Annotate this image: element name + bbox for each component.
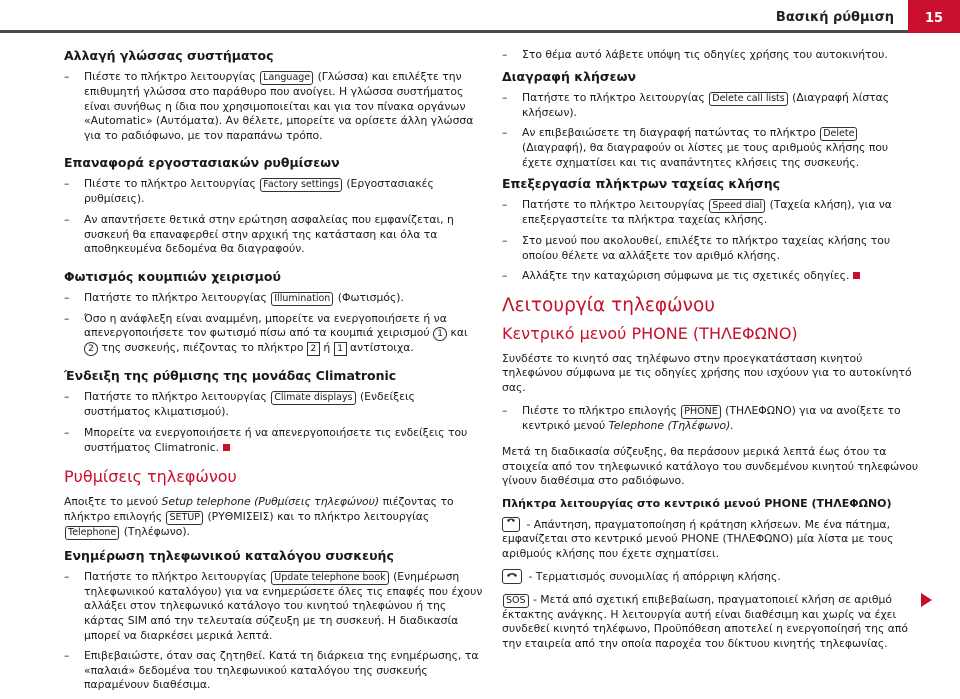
key-label: Illumination <box>271 292 333 306</box>
key-label: Delete <box>820 127 857 141</box>
section-title: Ένδειξη της ρύθμισης της μονάδας Climatronic <box>64 368 397 384</box>
page-number: 15 <box>908 0 960 33</box>
text: Πατήστε το πλήκτρο λειτουργίας <box>84 390 267 404</box>
list-item: – Πατήστε το πλήκτρο λειτουργίας Climate displays (Ενδείξεις συστήματος κλιματισμού). <box>64 390 415 419</box>
text: Στο θέμα αυτό λάβετε υπόψη τις οδηγίες χρήσης του αυτοκινήτου. <box>522 48 888 61</box>
list-item: – Πιέστε το πλήκτρο λειτουργίας Factory settings (Εργοστασιακές ρυθμίσεις). <box>64 177 434 206</box>
paragraph <box>502 593 920 652</box>
chapter-title: Λειτουργία τηλεφώνου <box>502 294 715 316</box>
key-label: Update telephone book <box>271 571 388 585</box>
text: (Εργοστασιακές ρυθμίσεις). <box>84 177 434 206</box>
right-column <box>502 48 920 660</box>
text: Αλλάξτε την καταχώριση σύμφωνα με τις σχετικές οδηγίες. <box>522 269 850 283</box>
text: Πατήστε το πλήκτρο λειτουργίας <box>522 198 705 212</box>
text: Πιέστε το πλήκτρο λειτουργίας <box>84 70 256 83</box>
paragraph <box>502 569 920 585</box>
text: - Απάντηση, πραγματοποίηση ή κράτηση κλήσεων. Με ένα πάτημα, εμφανίζεται στο κεντρικό μενού PHONE (ΤΗΛΕΦΩΝΟ) μία λίστα με τους αριθμούς κλήσης που έχετε σχηματίσει. <box>502 517 894 560</box>
text: (ΡΥΘΜΙΣΕΙΣ) και το πλήκτρο λειτουργίας <box>207 509 430 523</box>
subchapter-title: Κεντρικό μενού PHONE (ΤΗΛΕΦΩΝΟ) <box>502 323 798 343</box>
square-1-icon: 1 <box>334 342 347 356</box>
text: Στο μενού που ακολουθεί, επιλέξτε το πλήκτρο ταχείας κλήσης του οποίου θέλετε να αλλάξετε τον αριθμό κλήσης. <box>522 233 891 262</box>
phone-pickup-icon <box>502 517 520 532</box>
sub-heading: Πλήκτρα λειτουργίας στο κεντρικό μενού PHONE (ΤΗΛΕΦΩΝΟ) <box>502 496 892 510</box>
text: Αποιξτε το μενού <box>64 495 159 509</box>
text: πιέζοντας το πλήκτρο επιλογής <box>64 495 454 523</box>
section-title: Επεξεργασία πλήκτρων ταχείας κλήσης <box>502 176 781 192</box>
section-end-icon <box>223 444 230 451</box>
text: και <box>450 326 468 340</box>
menu-name: Telephone (Τηλέφωνο). <box>608 418 734 432</box>
text: (Ενημέρωση τηλεφωνικού καταλόγου) για να ενημερώσετε όλες τις επαφές που έχουν αλλάξει στον τηλεφωνικό κατάλογο του κινητού τηλεφώνου ή της κάρτας SIM από την τελευταία σύζευξη με τη συσκευή. Η διαδικασία μπορεί να διαρκέσει μερικά λεπτά. <box>84 569 483 642</box>
text: Πατήστε το πλήκτρο λειτουργίας <box>84 569 267 583</box>
section-end-icon <box>853 272 860 279</box>
section-title: Διαγραφή κλήσεων <box>502 68 636 84</box>
paragraph <box>64 495 484 540</box>
text: Επιβεβαιώστε, όταν σας ζητηθεί. Κατά τη διάρκεια της ενημέρωσης, τα «παλαιά» δεδομένα του τηλεφωνικού καταλόγου της συσκευής παραμένουν διαθέσιμα. <box>84 649 479 692</box>
key-label: Speed dial <box>709 199 765 213</box>
page-header <box>0 0 960 40</box>
key-label: SETUP <box>166 511 203 525</box>
menu-name: Setup telephone (Ρυθμίσεις τηλεφώνου) <box>161 495 380 509</box>
text: ή <box>323 341 331 355</box>
text: (Τηλέφωνο). <box>123 524 191 538</box>
text: (Διαγραφή), θα διαγραφούν οι λίστες με τους αριθμούς κλήσης που έχετε σχηματίσει και τις αναπάντητες κλήσεις της συσκευής. <box>522 141 889 169</box>
list-item: – Πιέστε το πλήκτρο λειτουργίας Language (Γλώσσα) και επιλέξτε την επιθυμητή γλώσσα στο παράθυρο που ανοίγει. Η γλώσσα συστήματος είναι συνήθως η ίδια που χρησιμοποιείται και για τον πίνακα οργάνων «Automatic» (Αυτόματα). Αν θέλετε, μπορείτε να ορίσετε άλλη γλώσσα για το ραδιόφωνο, με τον παραπάνω τρόπο. <box>64 70 474 142</box>
square-2-icon: 2 <box>307 342 320 356</box>
text: (Γλώσσα) και επιλέξτε την επιθυμητή γλώσσα στο παράθυρο που ανοίγει. Η γλώσσα συστήματος είναι συνήθως η ίδια που χρησιμοποιείται και για τον πίνακα οργάνων «Automatic» (Αυτόματα). Αν θέλετε, μπορείτε να ορίσετε άλλη γλώσσα για το ραδιόφωνο, με τον παραπάνω τρόπο. <box>84 70 474 142</box>
circle-2-icon: 2 <box>84 342 98 356</box>
list-item: – Στο θέμα αυτό λάβετε υπόψη τις οδηγίες χρήσης του αυτοκινήτου. <box>502 48 888 61</box>
paragraph: Μετά τη διαδικασία σύζευξης, θα περάσουν μερικά λεπτά έως ότου τα στοιχεία από τον τηλεφωνικό κατάλογο του συνδεμένου κινητού τηλεφώνου γίνουν διαθέσιμα στο ραδιόφωνο. <box>502 445 919 488</box>
key-label: Language <box>260 71 313 85</box>
header-title: Βασική ρύθμιση <box>775 10 894 25</box>
text: - Τερματισμός συνομιλίας ή απόρριψη κλήσης. <box>528 570 781 584</box>
text: (Διαγραφή λίστας κλήσεων). <box>522 90 890 119</box>
key-label: PHONE <box>681 405 720 419</box>
text: (Φωτισμός). <box>337 290 404 304</box>
key-label: Climate displays <box>271 391 355 405</box>
text: (ΤΗΛΕΦΩΝΟ) για να ανοίξετε το κεντρικό μενού <box>522 403 901 432</box>
paragraph <box>502 517 920 562</box>
text: (Ενδείξεις συστήματος κλιματισμού). <box>84 390 415 419</box>
text: Πατήστε το πλήκτρο λειτουργίας <box>84 290 267 304</box>
section-title: Επαναφορά εργοστασιακών ρυθμίσεων <box>64 155 340 171</box>
section-title: Φωτισμός κουμπιών χειρισμού <box>64 268 281 284</box>
text: Πιέστε το πλήκτρο επιλογής <box>522 403 677 417</box>
key-label: Factory settings <box>260 178 342 192</box>
phone-hangup-icon <box>502 569 522 584</box>
circle-1-icon: 1 <box>433 327 447 341</box>
text: - Μετά από σχετική επιβεβαίωση, πραγματοποιεί κλήση σε αριθμό έκτακτης ανάγκης. Η λειτουργία αυτή είναι διαθέσιμη και χωρίς να έχει συνδεθεί κινητό τηλέφωνο, Προϋπόθεση αποτελεί η ενεργοποίησή της από την εταιρεία από την οποία παροχέα του δίκτυου κινητής τηλεφωνίας. <box>502 592 908 651</box>
key-label: Telephone <box>65 526 119 540</box>
list-item: – Πατήστε το πλήκτρο λειτουργίας Update telephone book (Ενημέρωση τηλεφωνικού καταλόγου) για να ενημερώσετε όλες τις επαφές που έχουν αλλάξει στον τηλεφωνικό κατάλογο του κινητού τηλεφώνου ή της κάρτας SIM από την τελευταία σύζευξη με τη συσκευή. Η διαδικασία μπορεί να διαρκέσει μερικά λεπτά. <box>64 569 483 642</box>
left-column <box>64 48 484 699</box>
list-item: – Όσο η ανάφλεξη είναι αναμμένη, μπορείτε να ενεργοποιήσετε ή να απενεργοποιήσετε τον φωτισμό πίσω από τα κουμπιά χειρισμού 1 και 2 της συσκευής, πιέζοντας το πλήκτρο 2 ή 1 αντίστοιχα. <box>64 311 468 355</box>
list-item: – Αν επιβεβαιώσετε τη διαγραφή πατώντας το πλήκτρο Delete (Διαγραφή), θα διαγραφούν οι λίστες με τους αριθμούς κλήσης που έχετε σχηματίσει και τις αναπάντητες κλήσεις της συσκευής. <box>502 126 889 169</box>
list-item: – Πατήστε το πλήκτρο λειτουργίας Speed dial (Ταχεία κλήση), για να επεξεργαστείτε τα πλήκτρα ταχείας κλήσης. <box>502 198 892 227</box>
text: (Ταχεία κλήση), για να επεξεργαστείτε τα πλήκτρα ταχείας κλήσης. <box>522 198 892 227</box>
list-item: – Πατήστε το πλήκτρο λειτουργίας Illumination (Φωτισμός). <box>64 290 404 304</box>
list-item: – Μπορείτε να ενεργοποιήσετε ή να απενεργοποιήσετε τις ενδείξεις του συστήματος Climatronic. <box>64 425 468 454</box>
section-title: Ενημέρωση τηλεφωνικού καταλόγου συσκευής <box>64 547 394 563</box>
chapter-title: Ρυθμίσεις τηλεφώνου <box>64 467 237 487</box>
text: Πατήστε το πλήκτρο λειτουργίας <box>522 90 705 104</box>
text: Πιέστε το πλήκτρο λειτουργίας <box>84 177 256 191</box>
list-item: – Αν απαντήσετε θετικά στην ερώτηση ασφαλείας που εμφανίζεται, η συσκευή θα επαναφερθεί στην αρχική της κατάσταση και όλα τα αποθηκευμένα δεδομένα θα διαγραφούν. <box>64 212 454 256</box>
list-item: – Στο μενού που ακολουθεί, επιλέξτε το πλήκτρο ταχείας κλήσης του οποίου θέλετε να αλλάξετε τον αριθμό κλήσης. <box>502 233 891 262</box>
paragraph: Συνδέστε το κινητό σας τηλέφωνο στην προεγκατάσταση κινητού τηλεφώνου σύμφωνα με τις οδηγίες χρήσης που ισχύουν για το αυτοκίνητό σας. <box>502 351 912 394</box>
section-title: Αλλαγή γλώσσας συστήματος <box>64 48 274 63</box>
text: αντίστοιχα. <box>350 341 414 355</box>
key-label: SOS <box>503 594 529 608</box>
list-item: – Αλλάξτε την καταχώριση σύμφωνα με τις σχετικές οδηγίες. <box>502 269 920 284</box>
text: Αν απαντήσετε θετικά στην ερώτηση ασφαλείας που εμφανίζεται, η συσκευή θα επαναφερθεί στην αρχική της κατάσταση και όλα τα αποθηκευμένα δεδομένα θα διαγραφούν. <box>84 212 454 256</box>
key-label: Delete call lists <box>709 92 787 106</box>
text: Μπορείτε να ενεργοποιήσετε ή να απενεργοποιήσετε τις ενδείξεις του συστήματος Climatronic. <box>84 425 468 454</box>
header-rule <box>0 30 908 33</box>
list-item: – Πατήστε το πλήκτρο λειτουργίας Delete call lists (Διαγραφή λίστας κλήσεων). <box>502 90 890 119</box>
text: Αν επιβεβαιώσετε τη διαγραφή πατώντας το πλήκτρο <box>522 126 816 140</box>
text: Όσο η ανάφλεξη είναι αναμμένη, μπορείτε να ενεργοποιήσετε ή να απενεργοποιήσετε τον φωτισμό πίσω από τα κουμπιά χειρισμού <box>84 311 447 340</box>
next-page-arrow-icon <box>921 593 932 607</box>
list-item: – Πιέστε το πλήκτρο επιλογής PHONE (ΤΗΛΕΦΩΝΟ) για να ανοίξετε το κεντρικό μενού Telephone (Τηλέφωνο). <box>502 403 901 432</box>
text: της συσκευής, πιέζοντας το πλήκτρο <box>101 341 304 355</box>
list-item: – Επιβεβαιώστε, όταν σας ζητηθεί. Κατά τη διάρκεια της ενημέρωσης, τα «παλαιά» δεδομένα του τηλεφωνικού καταλόγου της συσκευής παραμένουν διαθέσιμα. <box>64 649 479 692</box>
